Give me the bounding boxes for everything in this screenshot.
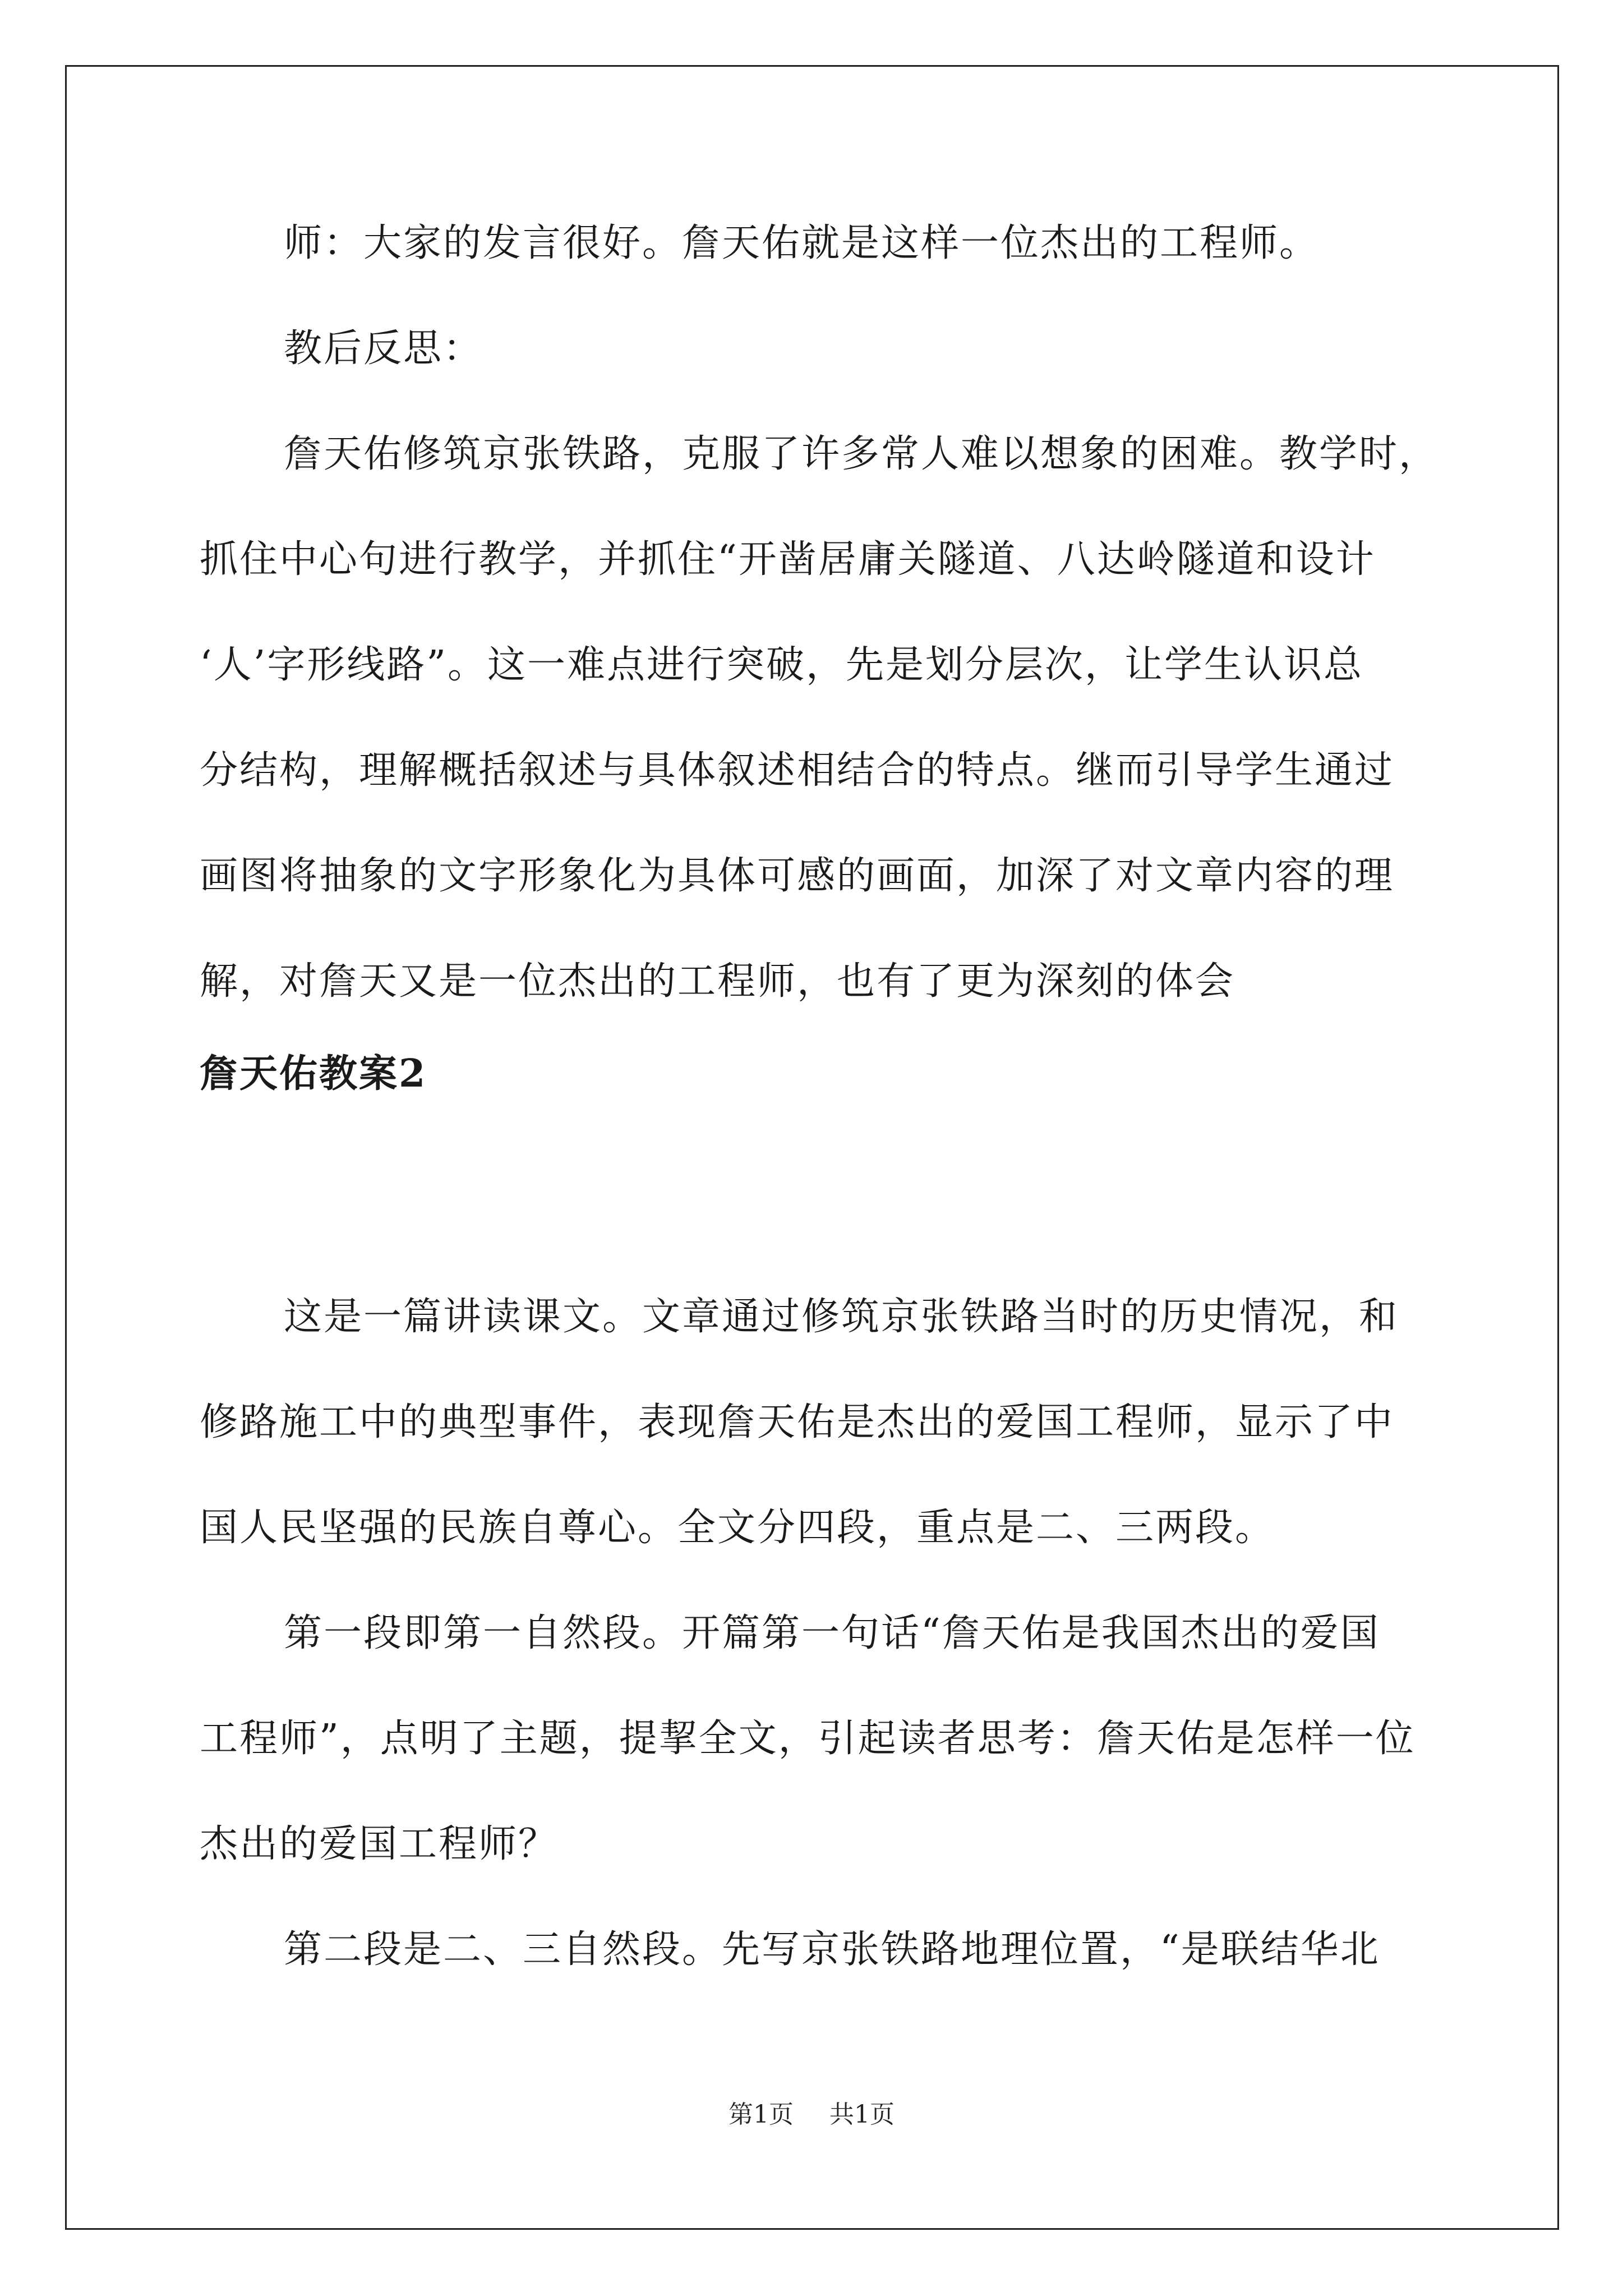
text-line: 第一段即第一自然段。开篇第一句话“詹天佑是我国杰出的爱国 — [284, 1611, 1380, 1655]
document-body — [200, 191, 1439, 2003]
text-line: 师：大家的发言很好。詹天佑就是这样一位杰出的工程师。 — [284, 221, 1320, 265]
text-line: 画图将抽象的文字形象化为具体可感的画面，加深了对文章内容的理 — [200, 854, 1395, 898]
paragraph-group-top — [200, 191, 1439, 1034]
text-line: 第二段是二、三自然段。先写京张铁路地理位置，“是联结华北 — [284, 1927, 1380, 1972]
text-line: 国人民坚强的民族自尊心。全文分四段，重点是二、三两段。 — [200, 1506, 1275, 1550]
spacer — [200, 1102, 1433, 1264]
paragraph-group-bottom — [200, 1264, 1433, 2003]
text-line: 分结构，理解概括叙述与具体叙述相结合的特点。继而引导学生通过 — [200, 748, 1395, 793]
section-heading: 詹天佑教案2 — [200, 1051, 427, 1096]
text-line: 教后反思： — [284, 326, 483, 371]
page-footer — [0, 2098, 1623, 2132]
page-number-current: 第1页 — [728, 2100, 794, 2129]
text-line: 修路施工中的典型事件，表现詹天佑是杰出的爱国工程师，显示了中 — [200, 1400, 1395, 1444]
text-line: 这是一篇讲读课文。文章通过修筑京张铁路当时的历史情况，和 — [284, 1295, 1399, 1339]
text-line: 詹天佑修筑京张铁路，克服了许多常人难以想象的困难。教学时， — [284, 432, 1439, 476]
text-line: 工程师”，点明了主题，提挈全文，引起读者思考：詹天佑是怎样一位 — [200, 1717, 1415, 1761]
text-line: 杰出的爱国工程师？ — [200, 1822, 559, 1866]
text-line: 抓住中心句进行教学，并抓住“开凿居庸关隧道、八达岭隧道和设计 — [200, 537, 1376, 582]
page-number-total: 共1页 — [829, 2100, 895, 2129]
text-line: 解，对詹天又是一位杰出的工程师，也有了更为深刻的体会 — [200, 959, 1235, 1004]
text-line: ‘人’字形线路”。这一难点进行突破，先是划分层次，让学生认识总 — [200, 643, 1363, 687]
